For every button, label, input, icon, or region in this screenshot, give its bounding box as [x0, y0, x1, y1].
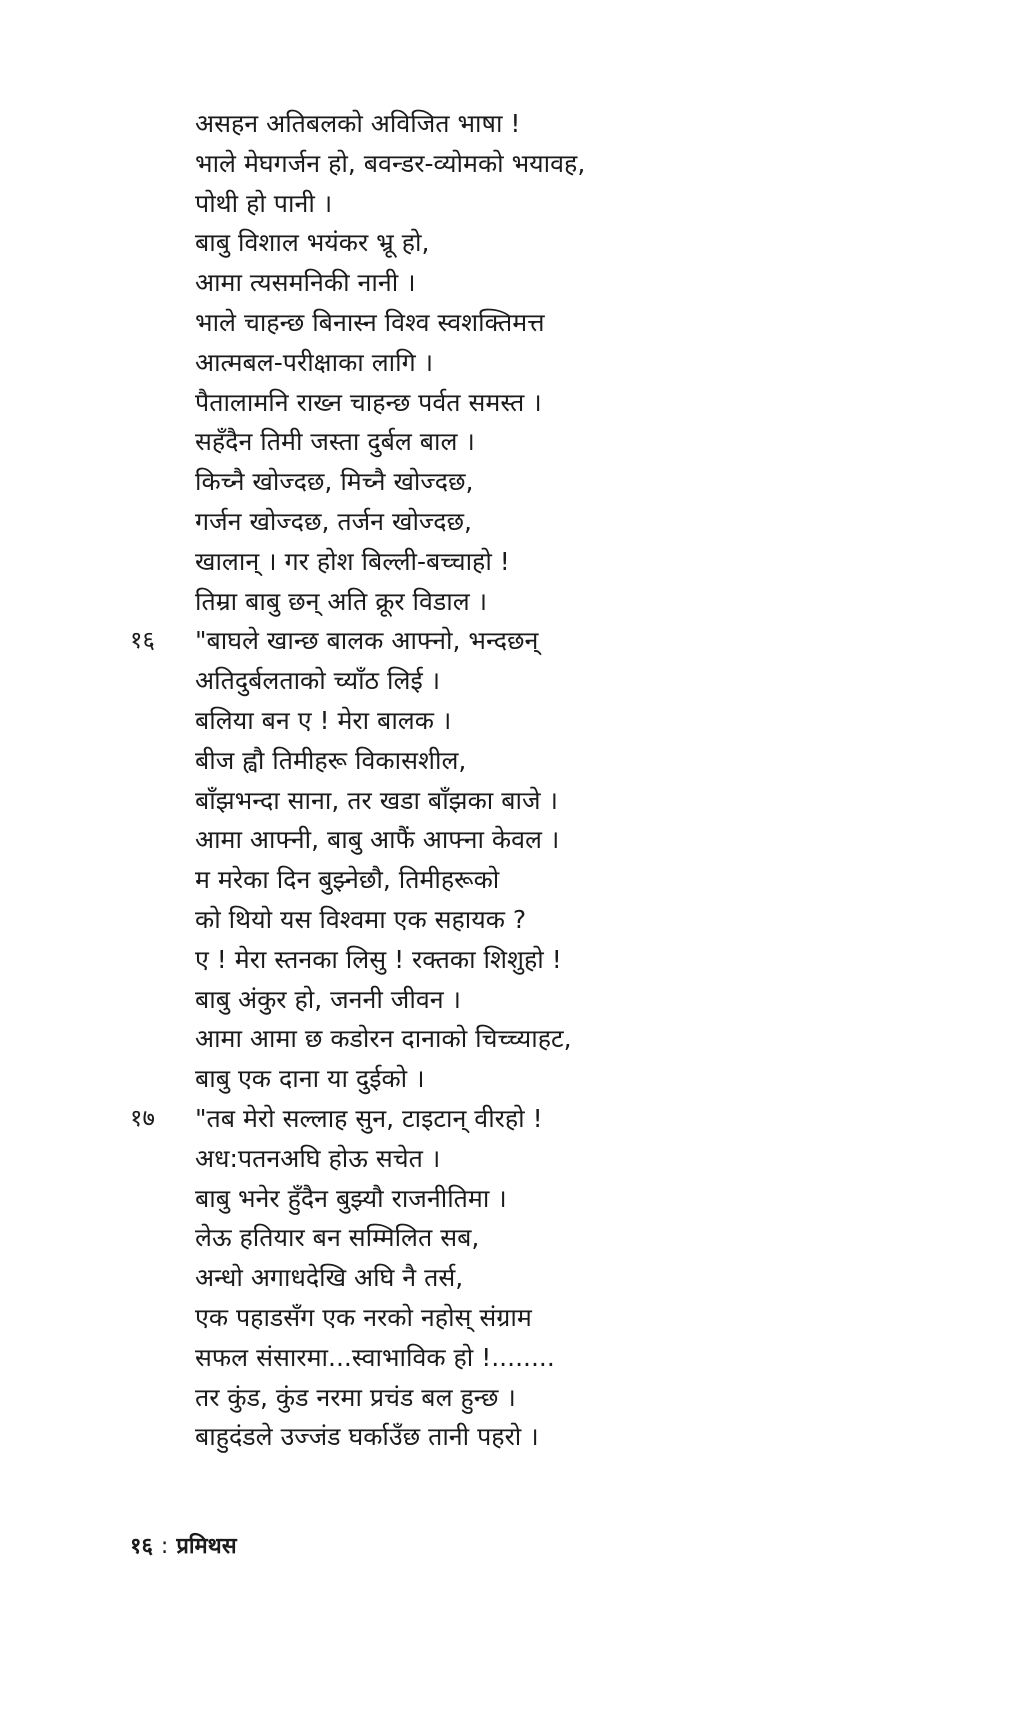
poem-line-text: बाहुदंडले उज्जंड घर्काउँछ तानी पहरो ।	[195, 1422, 539, 1452]
footer-separator: :	[160, 1534, 169, 1559]
footer-book-title: प्रमिथस	[176, 1534, 237, 1559]
poem-line	[130, 542, 930, 582]
poem-line	[130, 462, 930, 502]
poem-line-text: ए ! मेरा स्तनका लिसु ! रक्तका शिशुहो !	[195, 944, 562, 974]
poem-line-text: अध:पतनअघि होऊ सचेत ।	[195, 1143, 441, 1173]
poem-line	[130, 940, 930, 980]
poem-line	[130, 383, 930, 423]
footer-page-number: १६	[130, 1534, 153, 1559]
poem-line-text: अन्धो अगाधदेखि अघि नै तर्स,	[195, 1263, 464, 1293]
poem-line-text: आमा आमा छ कडोरन दानाको चिच्च्याहट,	[195, 1024, 572, 1054]
poem-line-text: म मरेका दिन बुझ्नेछौ, तिमीहरूको	[195, 865, 500, 895]
poem-line	[130, 1179, 930, 1219]
poem-line-text: को थियो यस विश्वमा एक सहायक ?	[195, 904, 527, 934]
poem-line-text: सहँदैन तिमी जस्ता दुर्बल बाल ।	[195, 427, 475, 457]
poem-line-text: तर कुंड, कुंड नरमा प्रचंड बल हुन्छ ।	[195, 1382, 516, 1412]
poem-line	[130, 104, 930, 144]
poem-line	[130, 1019, 930, 1059]
poem-line	[130, 502, 930, 542]
poem-line	[130, 223, 930, 263]
poem-line	[130, 860, 930, 900]
poem-line	[130, 900, 930, 940]
poem-line-text: पोथी हो पानी ।	[195, 188, 333, 218]
poem-line-text: एक पहाडसँग एक नरको नहोस् संग्राम	[195, 1302, 532, 1332]
poem-line-text: पैतालामनि राख्न चाहन्छ पर्वत समस्त ।	[195, 387, 542, 417]
poem-line-text: बलिया बन ए ! मेरा बालक ।	[195, 705, 452, 735]
poem-line-text: आमा आफ्नी, बाबु आफैं आफ्ना केवल ।	[195, 825, 560, 855]
poem-line-text: भाले मेघगर्जन हो, बवन्डर-व्योमको भयावह,	[195, 148, 586, 178]
poem-line	[130, 343, 930, 383]
poem-line	[130, 1099, 930, 1139]
poem-line	[130, 422, 930, 462]
poem-line	[130, 184, 930, 224]
poem-line-text: बाबु एक दाना या दुईको ।	[195, 1064, 425, 1094]
poem-line-text: "तब मेरो सल्लाह सुन, टाइटान् वीरहो !	[195, 1103, 543, 1133]
poem-line-text: अतिदुर्बलताको च्याँठ लिई ।	[195, 666, 441, 696]
poem-line-text: आत्मबल-परीक्षाका लागि ।	[195, 347, 434, 377]
poem-line	[130, 1059, 930, 1099]
poem-line-text: लेऊ हतियार बन सम्मिलित सब,	[195, 1223, 480, 1253]
stanza-number: १७	[130, 1103, 155, 1132]
poem-line	[130, 1218, 930, 1258]
stanza-number: १६	[130, 626, 155, 655]
poem-line-text: बाबु विशाल भयंकर भ्रू हो,	[195, 228, 430, 258]
poem-line-text: गर्जन खोज्दछ, तर्जन खोज्दछ,	[195, 506, 472, 536]
poem-line	[130, 621, 930, 661]
poem-line	[130, 1378, 930, 1418]
poem-line	[130, 1258, 930, 1298]
poem-line-text: भाले चाहन्छ बिनास्न विश्व स्वशक्तिमत्त	[195, 307, 545, 337]
poem-line-text: किच्नै खोज्दछ, मिच्नै खोज्दछ,	[195, 467, 474, 497]
poem-line	[130, 781, 930, 821]
poem-line-text: खालान् । गर होश बिल्ली-बच्चाहो !	[195, 546, 510, 576]
poem-line	[130, 741, 930, 781]
poem-line-text: बाबु अंकुर हो, जननी जीवन ।	[195, 984, 462, 1014]
poem-line	[130, 1298, 930, 1338]
poem-line-text: असहन अतिबलको अविजित भाषा !	[195, 109, 521, 138]
poem-line	[130, 263, 930, 303]
poem-line	[130, 144, 930, 184]
poem-line-text: सफल संसारमा...स्वाभाविक हो !........	[195, 1342, 555, 1372]
poem-line	[130, 1338, 930, 1378]
poem-line	[130, 661, 930, 701]
poem-line	[130, 1417, 930, 1457]
poem-line	[130, 1139, 930, 1179]
poem-line-text: बाबु भनेर हुँदैन बुझ्यौ राजनीतिमा ।	[195, 1183, 507, 1213]
poem-line	[130, 582, 930, 622]
poem-line	[130, 303, 930, 343]
poem-body	[130, 104, 930, 1457]
poem-line-text: बाँझभन्दा साना, तर खडा बाँझका बाजे ।	[195, 785, 558, 815]
poem-line	[130, 980, 930, 1020]
poem-line-text: "बाघले खान्छ बालक आफ्नो, भन्दछन्	[195, 626, 539, 656]
poem-line	[130, 820, 930, 860]
poem-line-text: तिम्रा बाबु छन् अति क्रूर विडाल ।	[195, 586, 488, 616]
poem-line-text: आमा त्यसमनिकी नानी ।	[195, 268, 416, 298]
poem-line	[130, 701, 930, 741]
page-footer	[130, 1530, 237, 1560]
poem-line-text: बीज ह्वौ तिमीहरू विकासशील,	[195, 745, 467, 775]
